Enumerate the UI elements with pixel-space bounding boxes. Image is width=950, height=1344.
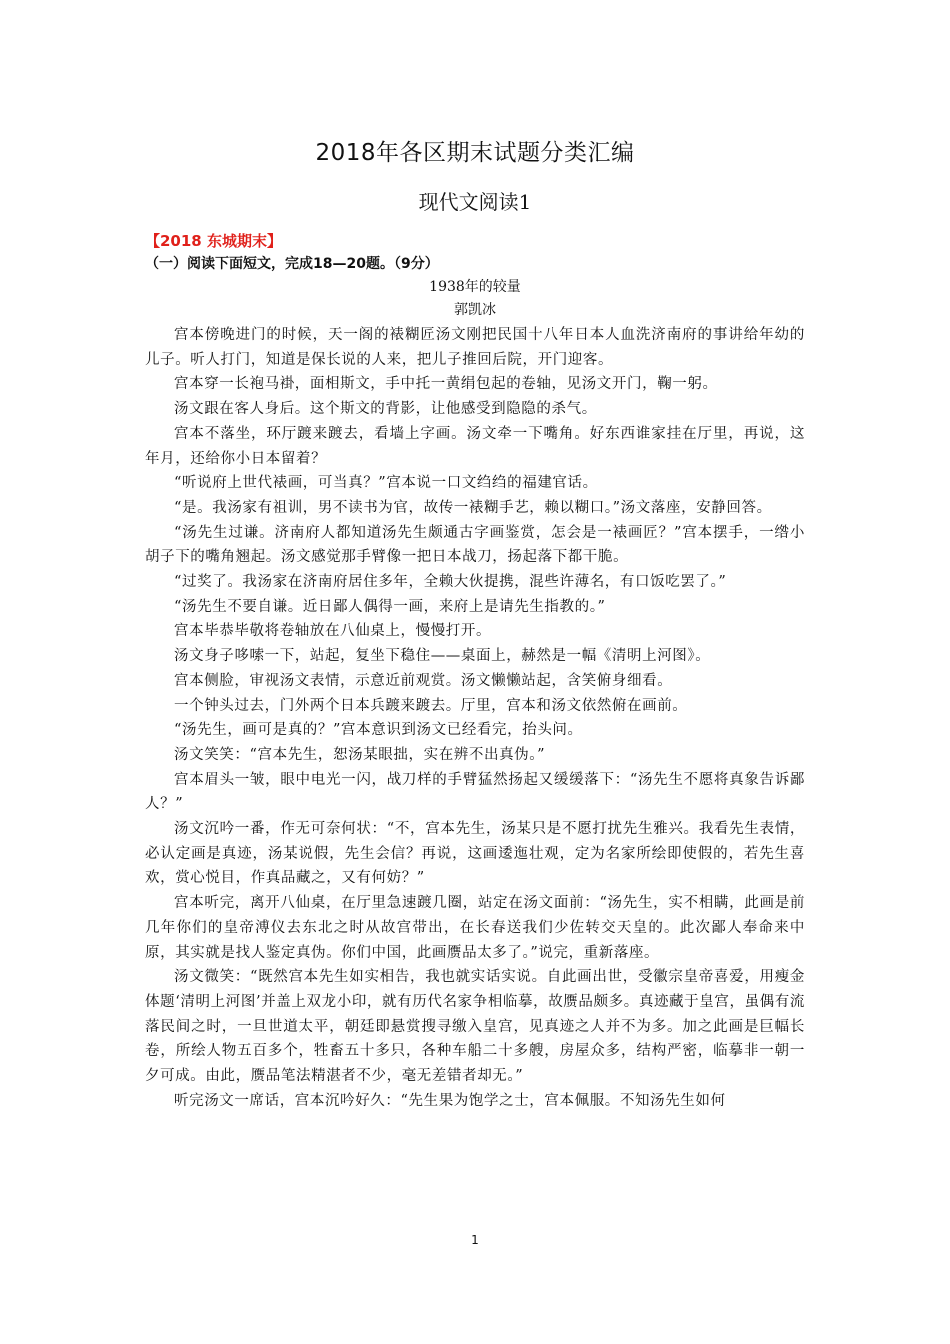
page-number: 1: [471, 1233, 479, 1247]
paragraph: 宫本听完，离开八仙桌，在厅里急速踱几圈，站定在汤文面前：“汤先生，实不相瞒，此画是前几年你们的皇帝溥仪去东北之时从故宫带出，在长春送我们少佐转交天皇的。此次鄙人奉命来中原，其实就是找人鉴定真伪。你们中国，此画赝品太多了。”说完，重新落座。: [145, 895, 805, 961]
paragraph: 汤文跟在客人身后。这个斯文的背影，让他感受到隐隐的杀气。: [174, 401, 597, 418]
paragraph: 听完汤文一席话，宫本沉吟好久：“先生果为饱学之士，宫本佩服。不知汤先生如何: [174, 1092, 726, 1109]
paragraph: “汤先生不要自谦。近日鄙人偶得一画，来府上是请先生指教的。”: [174, 598, 606, 615]
paragraph: “听说府上世代裱画，可当真？”宫本说一口文绉绉的福建官话。: [174, 475, 598, 492]
paragraph: 一个钟头过去，门外两个日本兵踱来踱去。厅里，宫本和汤文依然俯在画前。: [174, 697, 688, 714]
paragraph: “过奖了。我汤家在济南府居住多年，全赖大伙提携，混些许薄名，有口饭吃罢了。”: [174, 574, 727, 591]
paragraph: 汤文微笑：“既然宫本先生如实相告，我也就实话实说。自此画出世，受徽宗皇帝喜爱，用瘦金体题‘清明上河图’并盖上双龙小印，就有历代名家争相临摹，故赝品颇多。真迹藏于皇宫，虽偶有流落民间之时，一旦世道太平，朝廷即悬赏搜寻缴入皇宫，见真迹之人并不为多。加之此画是巨幅长卷，所绘人物五百多个，牲畜五十多只，各种车船二十多艘，房屋众多，结构严密，临摹非一朝一夕可成。由此，赝品笔法精湛者不少，毫无差错者却无。”: [145, 969, 805, 1085]
paragraph: 宫本侧脸，审视汤文表情，示意近前观赏。汤文懒懒站起，含笑俯身细看。: [174, 672, 673, 689]
question-instruction: （一）阅读下面短文，完成18—20题。（9分）: [145, 256, 439, 272]
paragraph: 宫本毕恭毕敬将卷轴放在八仙桌上，慢慢打开。: [174, 623, 492, 640]
article-title: 1938年的较量: [429, 279, 521, 295]
paragraph: 宫本傍晚进门的时候，天一阁的裱糊匠汤文刚把民国十八年日本人血洗济南府的事讲给年幼的儿子。听人打门，知道是保长说的人来，把儿子推回后院，开门迎客。: [145, 327, 805, 368]
paragraph: “是。我汤家有祖训，男不读书为官，故传一裱糊手艺，赖以糊口。”汤文落座，安静回答。: [174, 499, 772, 516]
paragraph: 宫本不落坐，环厅踱来踱去，看墙上字画。汤文牵一下嘴角。好东西谁家挂在厅里，再说，这年月，还给你小日本留着？: [145, 425, 805, 467]
document-page: [145, 0, 805, 1344]
paragraph: 汤文笑笑：“宫本先生，恕汤某眼拙，实在辨不出真伪。”: [174, 746, 546, 763]
article-body: [145, 323, 805, 1114]
paragraph: “汤先生，画可是真的？”宫本意识到汤文已经看完，抬头问。: [174, 722, 583, 739]
document-subtitle: 现代文阅读1: [418, 190, 532, 214]
paragraph: “汤先生过谦。济南府人都知道汤先生颇通古字画鉴赏，怎会是一裱画匠？”宫本摆手，一绺小胡子下的嘴角翘起。汤文感觉那手臂像一把日本战刀，扬起落下都干脆。: [145, 524, 805, 566]
article-author: 郭凯冰: [454, 302, 496, 318]
paragraph: 汤文身子哆嗦一下，站起，复坐下稳住——桌面上，赫然是一幅《清明上河图》。: [174, 648, 711, 665]
paragraph: 汤文沉吟一番，作无可奈何状：“不，宫本先生，汤某只是不愿打扰先生雅兴。我看先生表情，必认定画是真迹，汤某说假，先生会信？再说，这画逶迤壮观，定为名家所绘即使假的，若先生喜欢，赏心悦目，作真品藏之，又有何妨？”: [145, 821, 805, 887]
paragraph: 宫本穿一长袍马褂，面相斯文，手中托一黄绢包起的卷轴，见汤文开门，鞠一躬。: [174, 376, 718, 393]
paragraph: 宫本眉头一皱，眼中电光一闪，战刀样的手臂猛然扬起又缓缓落下：“汤先生不愿将真象告诉鄙人？”: [145, 771, 805, 813]
section-tag: 【2018 东城期末】: [145, 232, 282, 250]
document-title: 2018年各区期末试题分类汇编: [315, 140, 635, 166]
